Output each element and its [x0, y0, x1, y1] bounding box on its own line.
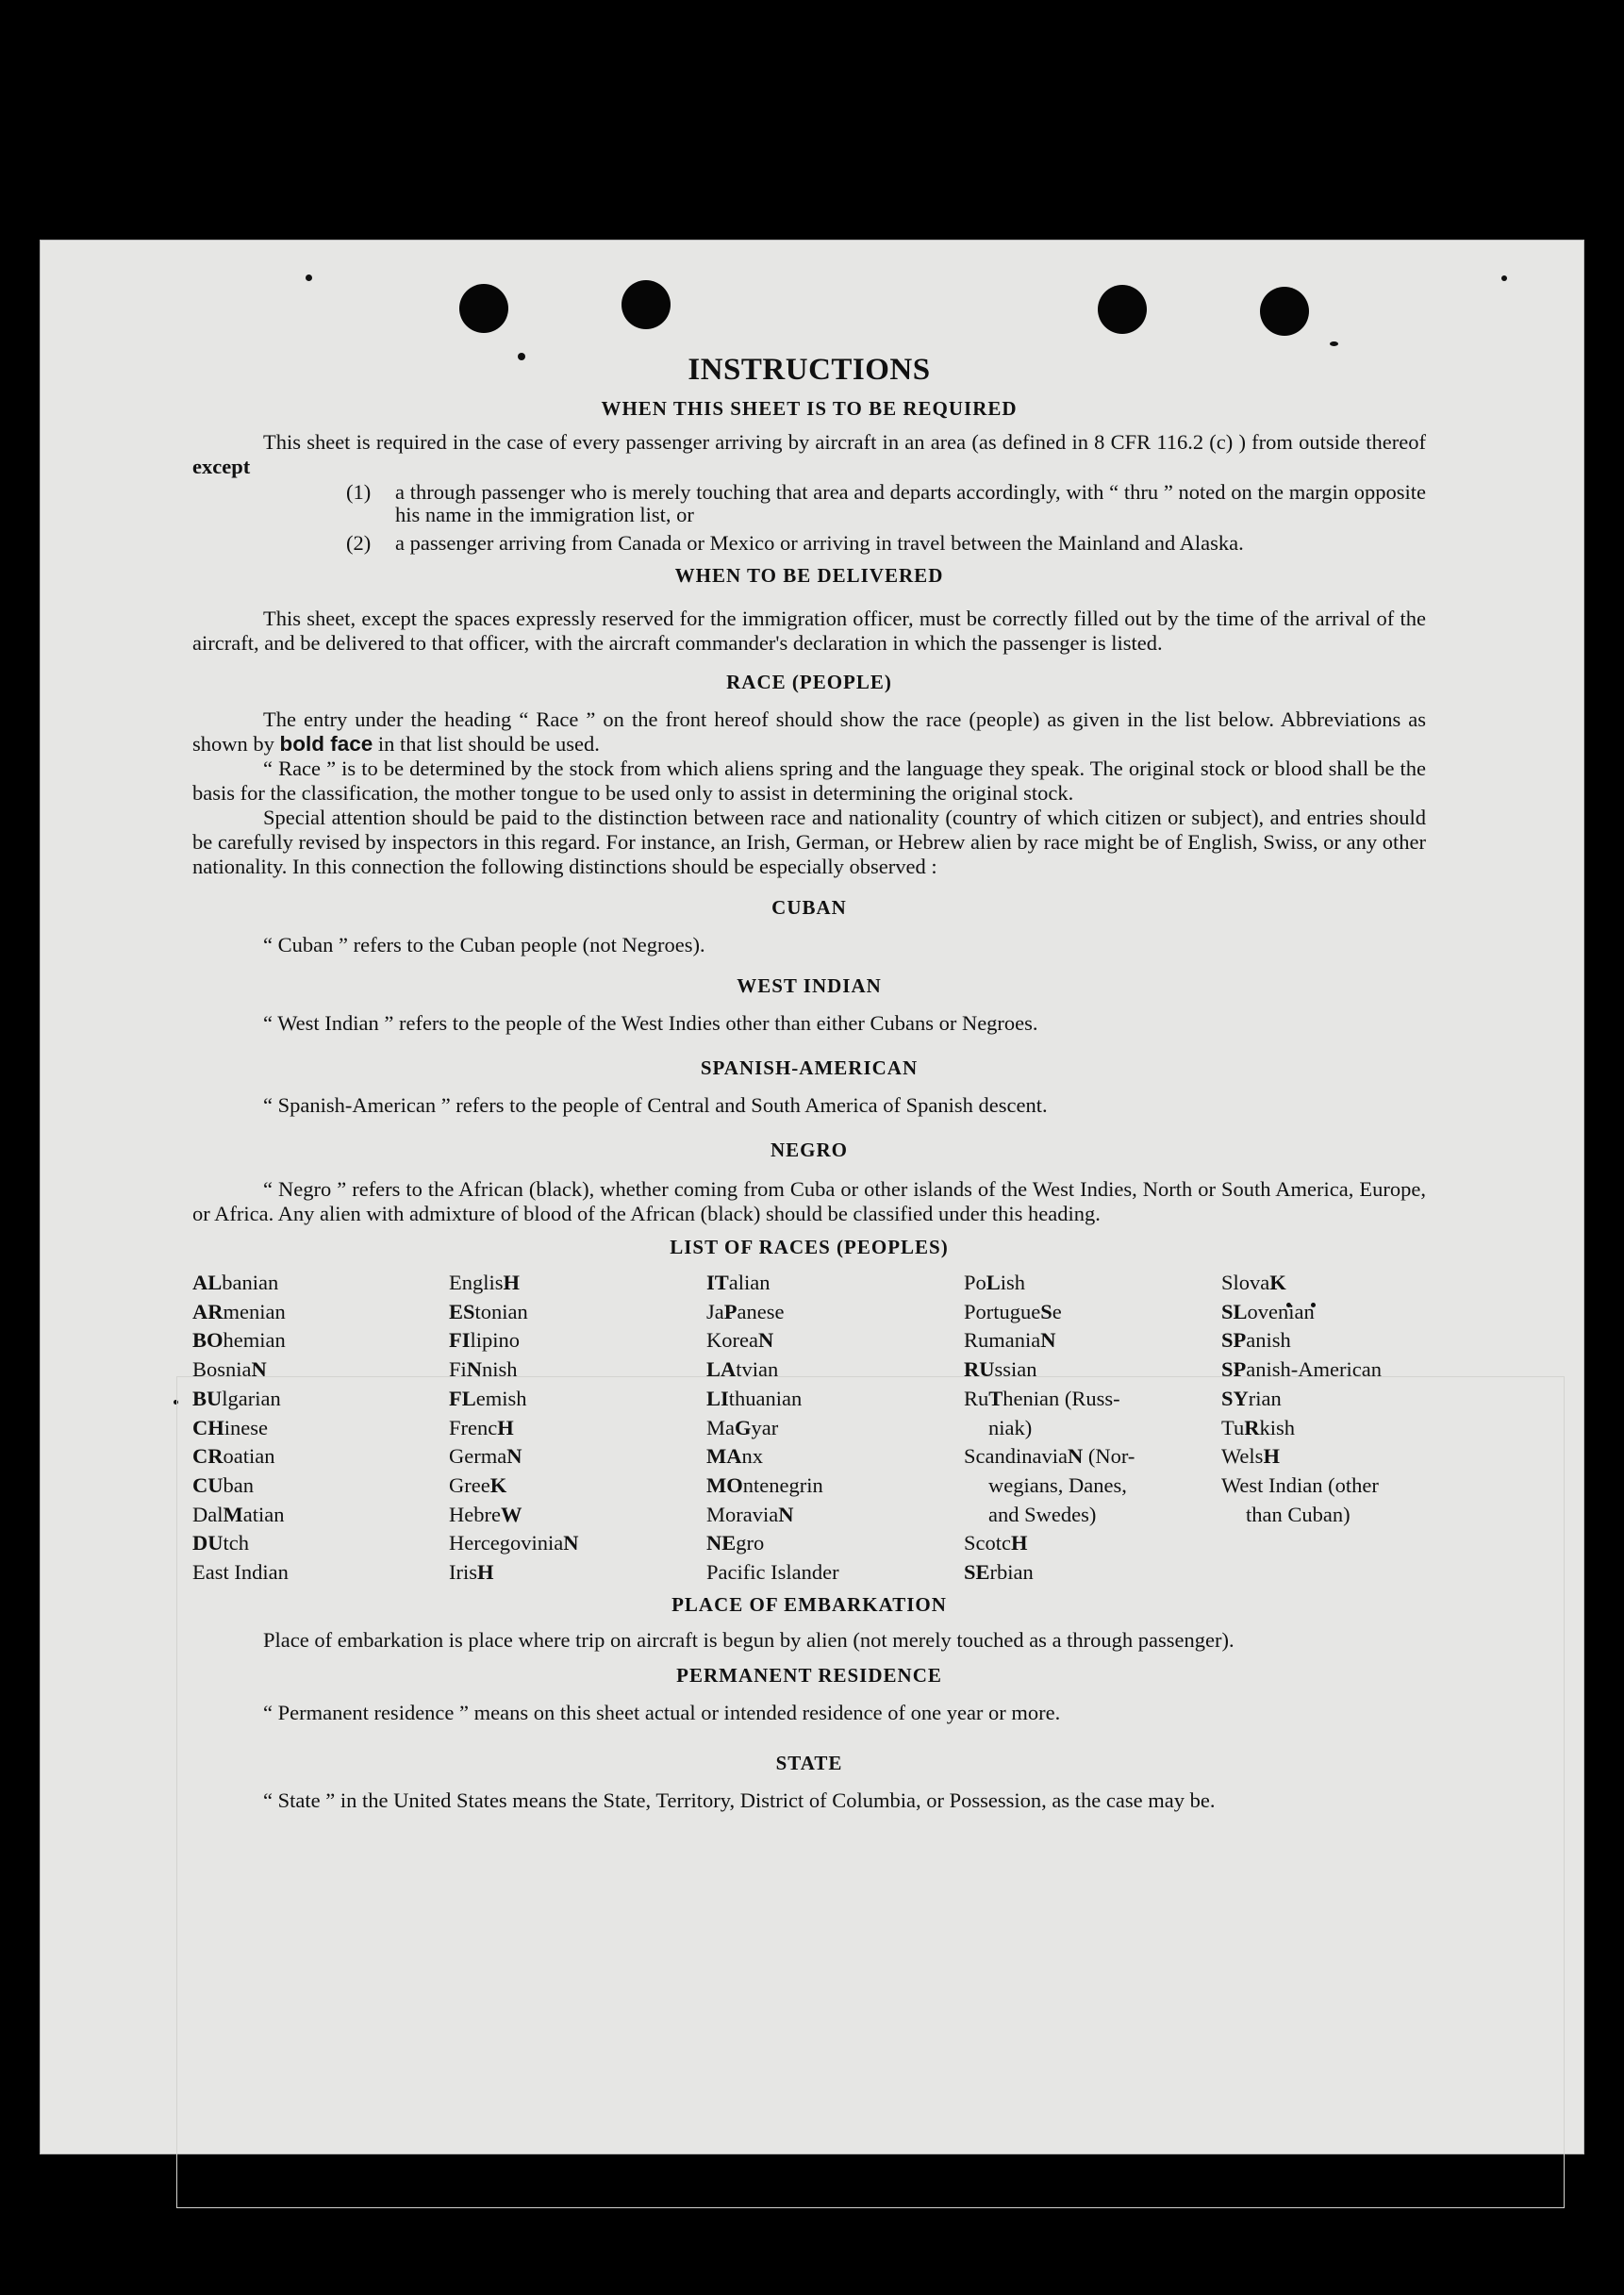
race-p1-text: The entry under the heading “ Race ” on the front hereof should show the race (people) as given in the list below. Abbreviations as shown by [192, 707, 1426, 756]
race-entry [192, 1269, 449, 1298]
race-text: Tu [1221, 1415, 1245, 1439]
race-entry [1221, 1385, 1478, 1414]
race-abbrev: M [223, 1502, 243, 1526]
race-entry [706, 1472, 964, 1501]
race-text: kish [1259, 1415, 1295, 1439]
race-text: Hebre [449, 1502, 501, 1526]
punch-hole [621, 280, 671, 329]
race-text: Pacific Islander [706, 1560, 839, 1585]
race-abbrev: S [1040, 1299, 1052, 1323]
race-entry [964, 1385, 1221, 1414]
race-entry [706, 1269, 964, 1298]
heading-embarkation: PLACE OF EMBARKATION [671, 1592, 947, 1616]
race-entry [192, 1298, 449, 1327]
race-entry [964, 1442, 1221, 1472]
race-abbrev: N [1040, 1328, 1056, 1353]
speck [306, 274, 312, 281]
race-entry [449, 1298, 706, 1327]
race-entry [706, 1298, 964, 1327]
heading-west-indian: WEST INDIAN [737, 974, 882, 997]
race-text: Germa [449, 1444, 507, 1469]
race-entry [449, 1355, 706, 1385]
race-text: West Indian (other [1221, 1472, 1379, 1497]
race-entry [1221, 1472, 1478, 1501]
race-abbrev: MA [706, 1444, 742, 1469]
race-text: nx [741, 1444, 763, 1469]
race-entry [449, 1529, 706, 1558]
race-entry [449, 1442, 706, 1472]
heading-race: RACE (PEOPLE) [726, 671, 892, 693]
race-text: anese [737, 1299, 785, 1323]
exception-text: a passenger arriving from Canada or Mexico or arriving in travel between the Mainland and Alaska. [395, 531, 1244, 555]
race-text: wegians, Danes, [988, 1472, 1127, 1497]
race-entry [1221, 1269, 1478, 1298]
heading-residence: PERMANENT RESIDENCE [676, 1663, 942, 1687]
race-text: alian [728, 1271, 771, 1294]
race-abbrev: P [723, 1299, 737, 1323]
race-abbrev: BU [192, 1386, 223, 1410]
race-abbrev: N [757, 1328, 774, 1353]
race-entry [1221, 1529, 1478, 1558]
race-abbrev: H [1263, 1444, 1280, 1469]
race-text: Hercegovinia [449, 1531, 564, 1555]
race-text: Fi [449, 1357, 467, 1382]
race-abbrev: NE [706, 1531, 737, 1555]
race-abbrev: N [506, 1444, 522, 1469]
race-text: ovenian [1247, 1299, 1315, 1323]
race-abbrev: W [500, 1502, 522, 1526]
race-entry [1221, 1326, 1478, 1355]
speck [1501, 275, 1507, 281]
race-abbrev: RU [964, 1357, 995, 1382]
race-abbrev: SE [964, 1560, 990, 1585]
cuban-text: “ Cuban ” refers to the Cuban people (not Negroes). [263, 933, 705, 956]
delivered-text: This sheet, except the spaces expressly reserved for the immigration officer, must be correctly filled out by the time of the arrival of the aircraft, and be delivered to that officer, with the aircraft commander's declaration in which the passenger is listed. [192, 607, 1426, 655]
race-text: hemian [223, 1328, 286, 1353]
race-text: rbian [989, 1560, 1034, 1585]
race-entry [449, 1269, 706, 1298]
race-abbrev: FL [449, 1386, 476, 1410]
race-abbrev: N [1067, 1444, 1084, 1469]
race-entry [1221, 1298, 1478, 1327]
race-entry [964, 1501, 1221, 1530]
race-entry [1221, 1355, 1478, 1385]
race-entry [706, 1501, 964, 1530]
race-text: (Nor- [1083, 1444, 1135, 1469]
race-abbrev: IT [706, 1271, 729, 1294]
spanish-american-text: “ Spanish-American ” refers to the people of Central and South America of Spanish descent. [263, 1093, 1048, 1117]
race-entry [1221, 1414, 1478, 1443]
race-entry [192, 1414, 449, 1443]
race-text: atian [242, 1502, 285, 1526]
race-entry [706, 1414, 964, 1443]
race-text: Wels [1221, 1444, 1264, 1469]
race-text: than Cuban) [1246, 1502, 1351, 1526]
speck [174, 1400, 178, 1405]
race-text: anish-American [1246, 1357, 1382, 1382]
page-title: INSTRUCTIONS [688, 353, 931, 387]
race-abbrev: H [503, 1271, 521, 1294]
except-word: except [192, 455, 251, 478]
speck [1330, 341, 1338, 346]
race-abbrev: T [988, 1386, 1003, 1410]
race-text: inese [224, 1415, 268, 1439]
race-text: tonian [474, 1299, 528, 1323]
race-abbrev: LI [706, 1386, 729, 1410]
race-text: and Swedes) [988, 1502, 1097, 1526]
race-text: gro [736, 1531, 765, 1555]
negro-text: “ Negro ” refers to the African (black), whether coming from Cuba or other islands of the West Indies, North or South America, Europe, or Africa. Any alien with admixture of blood of the African (black) should be classified under this heading. [192, 1177, 1426, 1225]
race-text: Rumania [964, 1328, 1041, 1353]
race-entry [964, 1269, 1221, 1298]
exception-number: (1) [346, 480, 372, 504]
race-text: lipino [470, 1328, 521, 1353]
race-text: tvian [736, 1357, 779, 1382]
race-abbrev: FI [449, 1328, 471, 1353]
heading-state: STATE [775, 1751, 843, 1774]
race-entry [192, 1501, 449, 1530]
punch-hole [1260, 287, 1309, 336]
races-column [1221, 1269, 1478, 1588]
heading-spanish-american: SPANISH-AMERICAN [700, 1056, 919, 1079]
race-text: tch [223, 1531, 249, 1555]
race-entry [192, 1385, 449, 1414]
race-entry [964, 1529, 1221, 1558]
race-text: ntenegrin [742, 1472, 823, 1497]
race-abbrev: K [1269, 1271, 1286, 1294]
race-entry [192, 1529, 449, 1558]
race-entry [964, 1414, 1221, 1443]
race-text: Ma [706, 1415, 735, 1439]
race-text: yar [751, 1415, 779, 1439]
race-text: banian [222, 1271, 279, 1294]
race-entry [964, 1472, 1221, 1501]
race-abbrev: R [1244, 1415, 1260, 1439]
races-column [449, 1269, 706, 1588]
race-paragraph-2: “ Race ” is to be determined by the stock from which aliens spring and the language they speak. The original stock or blood shall be the basis for the classification, the mother tongue to be used only to assist in determining the original stock. [192, 757, 1426, 805]
west-indian-text: “ West Indian ” refers to the people of the West Indies other than either Cubans or Negroes. [263, 1011, 1038, 1035]
bold-face-label: bold face [279, 732, 373, 756]
race-text: menian [223, 1299, 286, 1323]
race-abbrev: N [778, 1502, 794, 1526]
race-abbrev: N [563, 1531, 579, 1555]
race-entry [192, 1558, 449, 1588]
race-text: thuanian [728, 1386, 803, 1410]
race-entry [449, 1414, 706, 1443]
race-text: Gree [449, 1472, 490, 1497]
race-entry [964, 1355, 1221, 1385]
race-abbrev: G [735, 1415, 752, 1439]
punch-hole [459, 284, 508, 333]
race-abbrev: N [251, 1357, 267, 1382]
races-column [964, 1269, 1221, 1588]
race-abbrev: SL [1221, 1299, 1248, 1323]
race-text: Dal [192, 1502, 224, 1526]
race-abbrev: SP [1221, 1328, 1247, 1353]
exception-item [346, 532, 1426, 555]
race-abbrev: CU [192, 1472, 224, 1497]
race-abbrev: AL [192, 1271, 223, 1294]
state-text: “ State ” in the United States means the State, Territory, District of Columbia, or Possession, as the case may be. [263, 1788, 1216, 1812]
punch-hole [1098, 285, 1147, 334]
race-abbrev: L [986, 1271, 1001, 1294]
race-entry [1221, 1442, 1478, 1472]
race-entry [964, 1558, 1221, 1588]
races-column [706, 1269, 964, 1588]
race-abbrev: DU [192, 1531, 224, 1555]
race-abbrev: K [489, 1472, 507, 1497]
race-text: emish [475, 1386, 527, 1410]
race-abbrev: LA [706, 1357, 737, 1382]
race-text: henian (Russ- [1003, 1386, 1120, 1410]
race-entry [192, 1326, 449, 1355]
race-entry [449, 1501, 706, 1530]
race-abbrev: H [1011, 1531, 1028, 1555]
race-entry [1221, 1558, 1478, 1588]
race-text: lgarian [222, 1386, 281, 1410]
race-abbrev: MO [706, 1472, 743, 1497]
race-text: Scotc [964, 1531, 1011, 1555]
exception-text: a through passenger who is merely touching that area and departs accordingly, with “ thru ” noted on the margin opposite his name in the immigration list, or [395, 480, 1426, 526]
race-text: Scandinavia [964, 1444, 1068, 1469]
race-text: Slova [1221, 1271, 1270, 1294]
race-abbrev: CR [192, 1444, 224, 1469]
race-entry [449, 1472, 706, 1501]
heading-list-of-races: LIST OF RACES (PEOPLES) [670, 1236, 949, 1258]
race-entry [1221, 1501, 1478, 1530]
race-entry [706, 1442, 964, 1472]
race-text: e [1052, 1299, 1062, 1323]
race-entry [706, 1385, 964, 1414]
instructions-content [192, 353, 1426, 1813]
exception-number: (2) [346, 531, 372, 555]
race-text: anish [1246, 1328, 1291, 1353]
race-entry [964, 1326, 1221, 1355]
race-text: Bosnia [192, 1357, 252, 1382]
races-column [192, 1269, 449, 1588]
race-abbrev: N [466, 1357, 483, 1382]
race-text: Po [964, 1271, 986, 1294]
race-p1-text-end: in that list should be used. [377, 732, 600, 756]
races-list [192, 1269, 1426, 1588]
race-paragraph-3: Special attention should be paid to the distinction between race and nationality (country of which citizen or subject), and entries should be carefully revised by inspectors in this regard. For instance, an Irish, German, or Hebrew alien by race might be of English, Swiss, or any other nationality. In this connection the following distinctions should be especially observed : [192, 806, 1426, 878]
exception-item [346, 481, 1426, 526]
race-entry [706, 1558, 964, 1588]
heading-negro: NEGRO [770, 1139, 848, 1161]
race-text: rian [1248, 1386, 1282, 1410]
race-paragraph-1 [192, 707, 1426, 757]
race-entry [192, 1472, 449, 1501]
race-abbrev: SP [1221, 1357, 1247, 1382]
race-entry [706, 1326, 964, 1355]
race-text: ban [223, 1472, 254, 1497]
race-text: Portugue [964, 1299, 1041, 1323]
race-abbrev: H [477, 1560, 494, 1585]
race-entry [192, 1442, 449, 1472]
race-text: Iris [449, 1560, 477, 1585]
race-entry [706, 1355, 964, 1385]
race-entry [706, 1529, 964, 1558]
required-intro-text: This sheet is required in the case of every passenger arriving by aircraft in an area (as defined in 8 CFR 116.2 (c) ) from outside thereof [263, 430, 1426, 454]
race-text: oatian [223, 1444, 275, 1469]
race-text: Korea [706, 1328, 758, 1353]
race-abbrev: ES [449, 1299, 475, 1323]
required-intro [192, 430, 1426, 479]
race-text: Ru [964, 1386, 989, 1410]
race-abbrev: BO [192, 1328, 224, 1353]
race-abbrev: AR [192, 1299, 224, 1323]
embarkation-text: Place of embarkation is place where trip on aircraft is begun by alien (not merely touched as a through passenger). [263, 1627, 1235, 1652]
race-text: ish [1000, 1271, 1026, 1294]
heading-when-required: WHEN THIS SHEET IS TO BE REQUIRED [601, 397, 1018, 420]
race-text: nish [482, 1357, 518, 1382]
heading-when-delivered: WHEN TO BE DELIVERED [674, 564, 944, 587]
race-abbrev: SY [1221, 1386, 1249, 1410]
document-page [40, 240, 1584, 2154]
race-abbrev: H [497, 1415, 514, 1439]
race-entry [964, 1298, 1221, 1327]
race-text: East Indian [192, 1560, 289, 1585]
race-text: Englis [449, 1271, 504, 1294]
race-text: Frenc [449, 1415, 498, 1439]
race-entry [449, 1385, 706, 1414]
race-abbrev: CH [192, 1415, 224, 1439]
heading-cuban: CUBAN [771, 896, 847, 919]
race-entry [449, 1326, 706, 1355]
race-text: niak) [988, 1415, 1033, 1439]
race-text: ssian [994, 1357, 1037, 1382]
race-entry [192, 1355, 449, 1385]
race-entry [449, 1558, 706, 1588]
race-text: Moravia [706, 1502, 779, 1526]
residence-text: “ Permanent residence ” means on this sheet actual or intended residence of one year or more. [263, 1700, 1061, 1724]
race-text: Ja [706, 1299, 724, 1323]
